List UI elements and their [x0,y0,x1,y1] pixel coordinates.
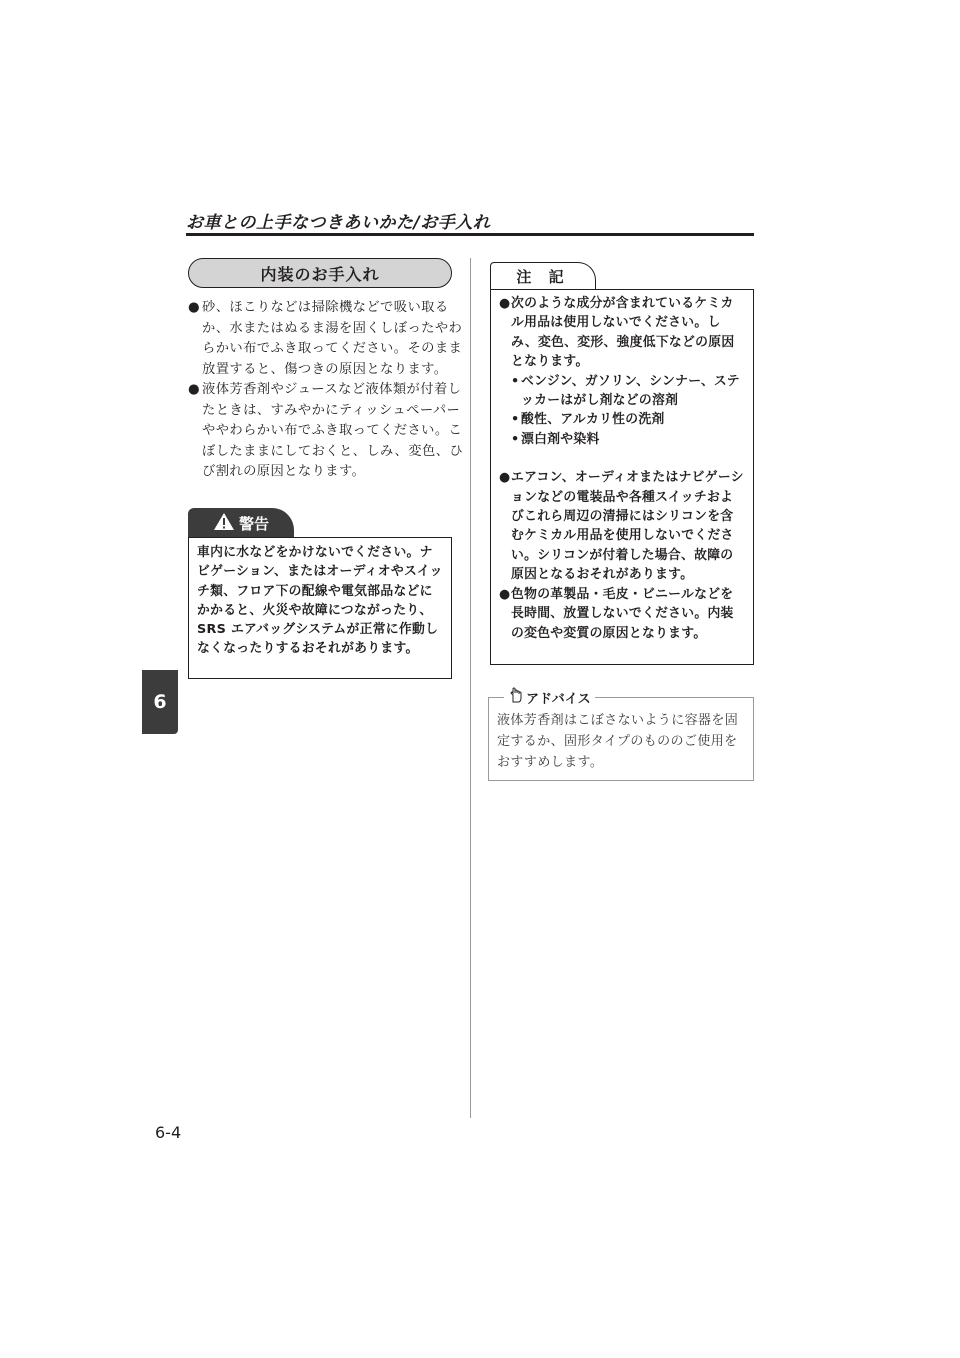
section-title: 内装のお手入れ [188,258,452,288]
bullet-text: 液体芳香剤やジュースなど液体類が付着したときは、すみやかにティッシュペーパーややわらかい布でふき取ってください。こぼしたままにしておくと、しみ、変色、ひび割れの原因となります。 [202,382,464,479]
bullet-icon: ● [188,300,201,315]
note-subitem-text: 漂白剤や染料 [521,431,600,447]
note-item [499,294,745,372]
bullet-icon: ● [499,296,511,311]
section-bullet-list [188,298,468,483]
bullet-text: 砂、ほこりなどは掃除機などで吸い取るか、水またはぬるま湯を固くしぼったやわらかい布でふき取ってください。そのまま放置すると、傷つきの原因となります。 [202,300,463,377]
pointing-hand-icon [508,687,524,707]
bullet-icon: ● [188,382,201,397]
note-subitem-text: 酸性、アルカリ性の洗剤 [521,412,665,428]
warning-triangle-icon [213,512,235,535]
advice-label [504,687,595,707]
list-item [188,380,468,483]
warning-box [188,537,452,679]
header-rule [186,233,754,236]
warning-label: 警告 [238,514,269,533]
page-number: 6-4 [155,1123,182,1142]
note-item-text: 色物の革製品・毛皮・ビニールなどを長時間、放置しないでください。内装の変色や変質の原因となります。 [511,586,734,641]
warning-tab [188,508,294,538]
warning-text: 車内に水などをかけないでください。ナビゲーション、またはオーディオやスイッチ類、フロア下の配線や電気部品などにかかると、火災や故障につながったり、SRS エアバッグシステムが正常に作動しなくなったりするおそれがあります。 [197,545,443,657]
advice-text: 液体芳香剤はこぼさないように容器を固定するか、固形タイプのもののご使用をおすすめします。 [497,713,739,770]
advice-label-text: アドバイス [526,691,591,707]
note-item [499,468,745,584]
note-subitem [499,430,745,449]
note-tab: 注 記 [490,262,596,290]
note-item-text: 次のような成分が含まれているケミカル用品は使用しないでください。しみ、変色、変形、強度低下などの原因となります。 [511,296,735,370]
bullet-icon: ● [499,586,511,602]
note-subitem [499,372,745,411]
sub-bullet-icon: • [511,373,520,389]
list-item [188,298,468,380]
spacer [499,449,745,468]
advice-box [488,697,754,781]
note-subitem-text: ベンジン、ガソリン、シンナー、ステッカーはがし剤などの溶剤 [521,373,740,409]
page-header-title: お車との上手なつきあいかた/お手入れ [186,213,491,233]
note-box [490,289,754,665]
note-subitem [499,410,745,429]
note-item [499,585,745,643]
column-divider [470,258,471,1118]
chapter-tab: 6 [142,670,178,734]
bullet-icon: ● [499,470,511,486]
sub-bullet-icon: • [511,412,520,428]
note-item-text: エアコン、オーディオまたはナビゲーションなどの電装品や各種スイッチおよびこれら周辺の清掃にはシリコンを含むケミカル用品を使用しないでください。シリコンが付着した場合、故障の原因となるおそれがあります。 [511,470,744,583]
sub-bullet-icon: • [511,431,520,447]
